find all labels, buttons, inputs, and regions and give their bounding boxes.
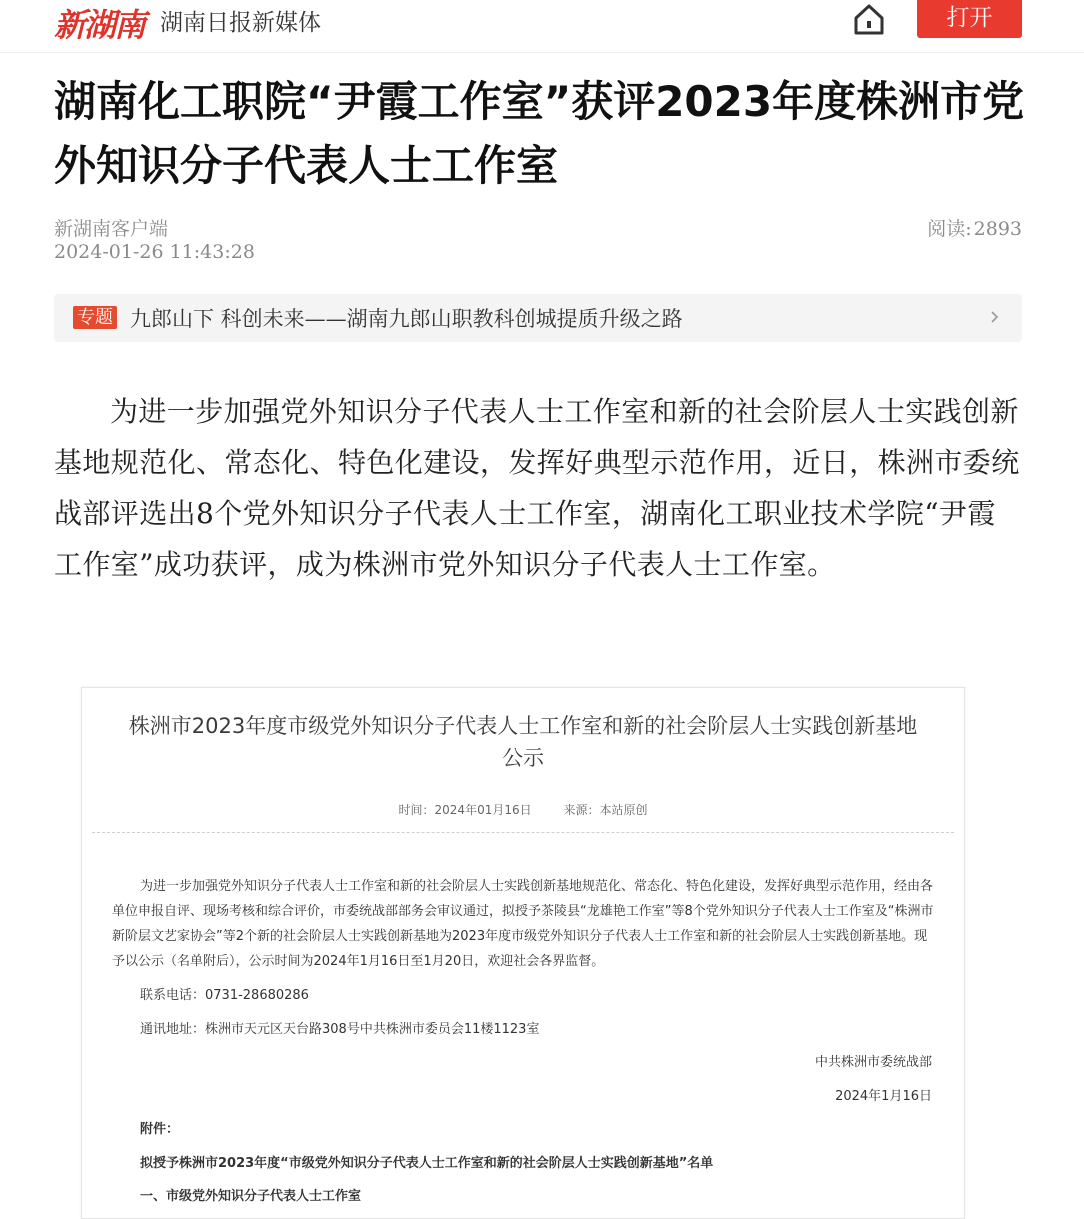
notice-title-line2: 公示 xyxy=(502,746,544,770)
notice-section-1: 一、市级党外知识分子代表人士工作室 xyxy=(140,1189,362,1204)
notice-phone: 联系电话：0731-28680286 xyxy=(140,988,309,1003)
article-body: 为进一步加强党外知识分子代表人士工作室和新的社会阶层人士实践创新基地规范化、常态化、特色化建设，发挥好典型示范作用，近日，株洲市委统战部评选出8个党外知识分子代表人士工作室，湖南化工职业技术学院“尹霞工作室”成功获评，成为株洲市党外知识分子代表人士工作室。 xyxy=(54,395,1020,581)
notice-paragraph: 为进一步加强党外知识分子代表人士工作室和新的社会阶层人士实践创新基地规范化、常态化、特色化建设，发挥好典型示范作用，经由各单位申报自评、现场考核和综合评价，市委统战部部务会审议通过，拟授予茶陵县“龙雄艳工作室”等8个党外知识分子代表人士工作室及“株洲市新阶层文艺家协会”等2个新的社会阶层人士实践创新基地为2023年度市级党外知识分子代表人士工作室和新的社会阶层人士实践创新基地。现予以公示（名单附后），公示时间为2024年1月16日至1月20日，欢迎社会各界监督。 xyxy=(112,879,934,969)
notice-title xyxy=(82,710,964,774)
topic-badge: 专题 xyxy=(73,306,117,329)
notice-list-title: 拟授予株洲市2023年度“市级党外知识分子代表人士工作室和新的社会阶层人士实践创新基地”名单 xyxy=(140,1156,714,1171)
open-app-button[interactable]: 打开 xyxy=(917,0,1022,38)
topic-banner[interactable] xyxy=(54,294,1022,342)
topic-text: 九郎山下 科创未来——湖南九郎山职教科创城提质升级之路 xyxy=(130,307,683,331)
read-count xyxy=(925,214,1022,241)
read-count-label: 阅读: xyxy=(927,218,972,240)
notice-meta xyxy=(82,801,964,818)
embedded-notice-image[interactable] xyxy=(81,687,965,1219)
notice-address: 通讯地址：株洲市天元区天台路308号中共株洲市委员会11楼1123室 xyxy=(140,1022,540,1037)
notice-source: 来源：本站原创 xyxy=(563,803,648,817)
article-title: 湖南化工职院“尹霞工作室”获评2023年度株洲市党外知识分子代表人士工作室 xyxy=(54,77,1025,190)
article-source: 新湖南客户端 xyxy=(54,218,169,240)
notice-title-line1: 株洲市2023年度市级党外知识分子代表人士工作室和新的社会阶层人士实践创新基地 xyxy=(128,714,918,738)
notice-divider xyxy=(92,832,954,833)
site-logo[interactable]: 新湖南 xyxy=(54,6,145,44)
read-count-value: 2893 xyxy=(973,218,1022,240)
top-bar xyxy=(0,0,1084,53)
notice-attachment-label: 附件： xyxy=(140,1122,180,1137)
notice-time: 时间：2024年01月16日 xyxy=(398,803,532,817)
chevron-right-icon xyxy=(988,307,1002,327)
notice-date: 2024年1月16日 xyxy=(835,1089,932,1104)
site-subtitle: 湖南日报新媒体 xyxy=(160,10,321,36)
article-datetime: 2024-01-26 11:43:28 xyxy=(54,241,255,263)
home-icon[interactable] xyxy=(852,2,886,36)
notice-org: 中共株洲市委统战部 xyxy=(814,1055,932,1070)
